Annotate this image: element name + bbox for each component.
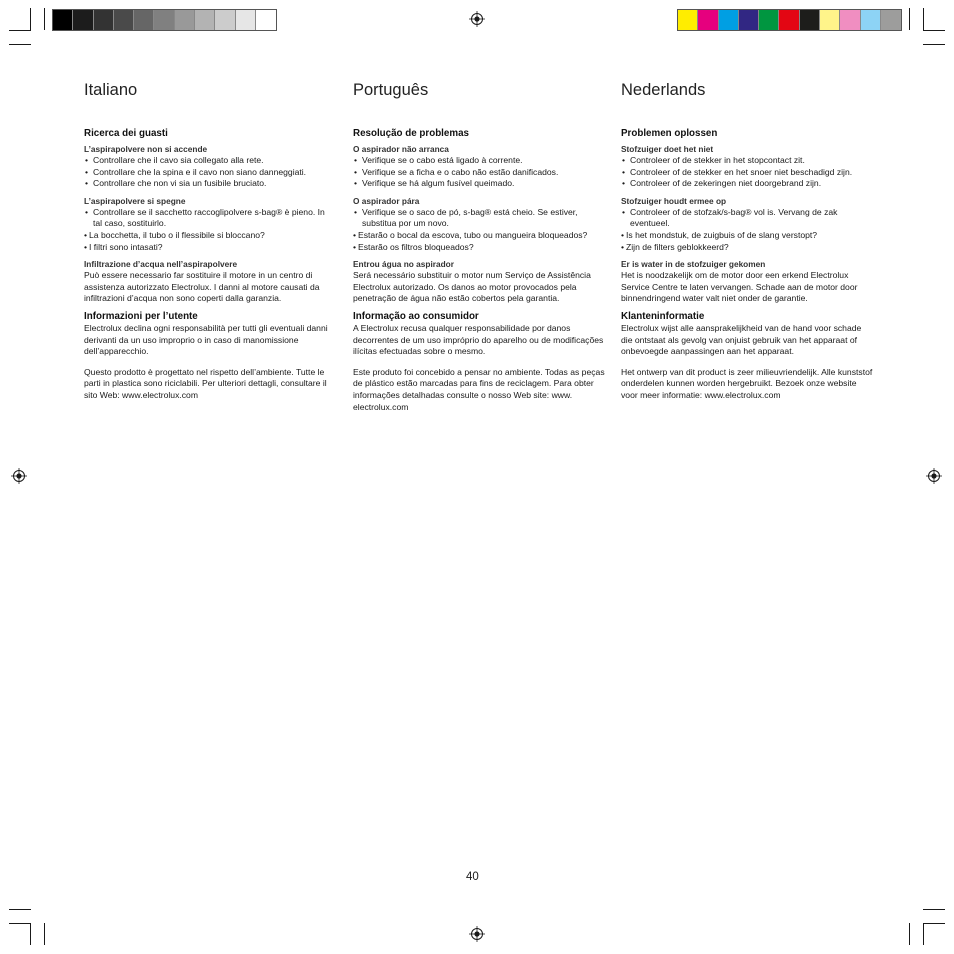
paragraph: Het ontwerp van dit product is zeer milieuvriendelijk. Alle kunststof onderdelen kunnen worden hergebruikt. Bezoek onze website voor meer informatie: www.electrolux.com: [621, 366, 873, 400]
crop-mark: [9, 44, 31, 45]
list-item: • La bocchetta, il tubo o il flessibile si bloccano?: [84, 230, 336, 242]
color-swatch: [678, 10, 698, 30]
list-item: • Verifique se o cabo está ligado à corrente.: [353, 155, 605, 167]
crop-mark: [923, 44, 945, 45]
list-item: • Controllare che la spina e il cavo non siano danneggiati.: [84, 167, 336, 179]
registration-mark-icon: [469, 926, 485, 942]
list-item: • Controllare se il sacchetto raccoglipolvere s-bag® è pieno. In tal caso, sostituirlo.: [84, 207, 336, 230]
registration-mark-icon: [469, 11, 485, 27]
crop-mark: [923, 8, 924, 30]
crop-mark: [923, 923, 945, 924]
color-swatch: [195, 10, 215, 30]
color-swatch: [779, 10, 799, 30]
list-item: • Estarão os filtros bloqueados?: [353, 242, 605, 254]
color-swatch: [175, 10, 195, 30]
column-portugues: [353, 80, 605, 413]
subsection-heading: Stofzuiger houdt ermee op: [621, 195, 727, 206]
crop-mark: [923, 923, 924, 945]
list-item: • Controllare che non vi sia un fusibile bruciato.: [84, 178, 336, 190]
color-swatch: [73, 10, 93, 30]
checklist: [84, 207, 336, 253]
subsection-heading: Stofzuiger doet het niet: [621, 144, 714, 154]
color-swatch: [53, 10, 73, 30]
consumer-info-heading: Informação ao consumidor: [353, 310, 479, 322]
paragraph: Questo prodotto è progettato nel rispetto dell’ambiente. Tutte le parti in plastica sono riciclabili. Per ulteriori dettagli, consultare il sito Web: www.electrolux.com: [84, 366, 327, 400]
grayscale-color-bar: [52, 9, 277, 31]
checklist: [621, 155, 873, 190]
paragraph: Het is noodzakelijk om de motor door een erkend Electrolux Service Centre te laten vervangen. Schade aan de motor door binnendringend water valt niet onder de garantie.: [621, 270, 858, 304]
subsection-heading: Infiltrazione d’acqua nell’aspirapolvere: [84, 259, 238, 270]
crop-mark: [44, 923, 45, 945]
checklist: [353, 207, 605, 253]
paragraph: Este produto foi concebido a pensar no ambiente. Todas as peças de plástico estão marcadas para fins de reciclagem. Para obter informações detalhadas consulte o nosso Web site: www. electrolux.com: [353, 366, 605, 412]
subsection-heading: L’aspirapolvere si spegne: [84, 195, 186, 206]
paragraph: Può essere necessario far sostituire il motore in un centro di assistenza autorizzato Electrolux. I danni al motore causati da infiltrazioni d’acqua non sono coperti dalla garanzia.: [84, 270, 320, 304]
crop-mark: [9, 923, 31, 924]
paragraph: Será necessário substituir o motor num Serviço de Assistência Electrolux autorizado. Os danos ao motor provocados pela penetração de água não estão cobertos pela garantia.: [353, 270, 591, 304]
registration-mark-icon: [926, 468, 942, 484]
subsection-heading: Er is water in de stofzuiger gekomen: [621, 259, 766, 270]
checklist: [353, 155, 605, 190]
list-item: • Controllare che il cavo sia collegato alla rete.: [84, 155, 336, 167]
list-item: • Controleer of de zekeringen niet doorgebrand zijn.: [621, 178, 873, 190]
registration-mark-icon: [11, 468, 27, 484]
crop-mark: [923, 909, 945, 910]
crop-mark: [909, 923, 910, 945]
crop-mark: [909, 8, 910, 30]
crop-mark: [44, 8, 45, 30]
color-swatch: [114, 10, 134, 30]
subsection-heading: O aspirador pára: [353, 195, 420, 206]
list-item: • Verifique se há algum fusível queimado.: [353, 178, 605, 190]
color-swatch: [800, 10, 820, 30]
checklist: [621, 207, 873, 253]
subsection-heading: L’aspirapolvere non si accende: [84, 144, 208, 154]
section-title: Português: [353, 81, 429, 99]
crop-mark: [30, 923, 31, 945]
troubleshooting-heading: Problemen oplossen: [621, 128, 718, 139]
troubleshooting-heading: Resolução de problemas: [353, 128, 469, 139]
color-swatch: [698, 10, 718, 30]
list-item: • Is het mondstuk, de zuigbuis of de slang verstopt?: [621, 230, 873, 242]
section-title: Nederlands: [621, 81, 706, 99]
color-swatch: [739, 10, 759, 30]
list-item: • Zijn de filters geblokkeerd?: [621, 242, 873, 254]
color-swatch: [134, 10, 154, 30]
list-item: • Controleer of de stekker en het snoer niet beschadigd zijn.: [621, 167, 873, 179]
list-item: • Estarão o bocal da escova, tubo ou mangueira bloqueados?: [353, 230, 605, 242]
color-swatch: [256, 10, 276, 30]
subsection-heading: O aspirador não arranca: [353, 144, 449, 154]
color-swatch: [881, 10, 901, 30]
list-item: • Controleer of de stofzak/s-bag® vol is. Vervang de zak eventueel.: [621, 207, 873, 230]
color-swatch: [820, 10, 840, 30]
color-swatch: [236, 10, 256, 30]
crop-mark: [30, 8, 31, 30]
color-swatch: [215, 10, 235, 30]
process-color-bar: [677, 9, 902, 31]
troubleshooting-heading: Ricerca dei guasti: [84, 128, 168, 139]
color-swatch: [719, 10, 739, 30]
paragraph: A Electrolux recusa qualquer responsabilidade por danos decorrentes de um uso impróprio do aparelho ou de modificações ilícitas efectuadas sobre o mesmo.: [353, 322, 604, 357]
consumer-info-heading: Informazioni per l’utente: [84, 310, 198, 322]
crop-mark: [9, 30, 31, 31]
column-nederlands: [621, 80, 873, 402]
consumer-info-heading: Klanteninformatie: [621, 310, 705, 322]
list-item: • Verifique se a ficha e o cabo não estão danificados.: [353, 167, 605, 179]
list-item: • Controleer of de stekker in het stopcontact zit.: [621, 155, 873, 167]
color-swatch: [154, 10, 174, 30]
page-number: 40: [466, 871, 479, 883]
color-swatch: [861, 10, 881, 30]
color-swatch: [94, 10, 114, 30]
column-italiano: [84, 80, 336, 402]
list-item: • I filtri sono intasati?: [84, 242, 336, 254]
paragraph: Electrolux wijst alle aansprakelijkheid van de hand voor schade die ontstaat als gevolg van onjuist gebruik van het apparaat of onbevoegde aanpassingen aan het apparaat.: [621, 322, 862, 357]
crop-mark: [923, 30, 945, 31]
section-title: Italiano: [84, 81, 138, 99]
paragraph: Electrolux declina ogni responsabilità per tutti gli eventuali danni derivanti da un uso improprio o in caso di manomissione dell’apparecchio.: [84, 322, 328, 357]
color-swatch: [759, 10, 779, 30]
subsection-heading: Entrou água no aspirador: [353, 259, 454, 270]
checklist: [84, 155, 336, 190]
list-item: • Verifique se o saco de pó, s-bag® está cheio. Se estiver, substitua por um novo.: [353, 207, 605, 230]
crop-mark: [9, 909, 31, 910]
color-swatch: [840, 10, 860, 30]
